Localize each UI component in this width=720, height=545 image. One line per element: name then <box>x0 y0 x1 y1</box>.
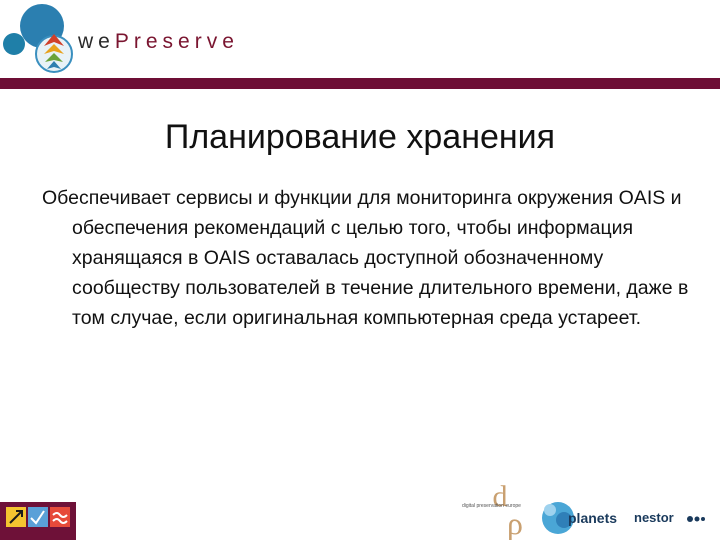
slide-title: Планирование хранения <box>164 118 556 156</box>
slide-body-text: Обеспечивает сервисы и функции для мониторинга окружения OAIS и обеспечения рекомендаций с целью того, чтобы информация хранящаяся в OAIS оставалась доступной обозначенному сообществу пользователей в течение длительного времени, даже в том случае, если оригинальная компьютерная среда устареет. <box>42 187 689 329</box>
wepreserve-wordmark <box>78 30 239 54</box>
header-bar <box>0 78 720 89</box>
tile-glyphs-icon <box>0 502 76 532</box>
wepreserve-logo <box>0 0 280 80</box>
wepreserve-emblem-icon <box>0 0 80 80</box>
partner-logo-left <box>0 502 76 540</box>
nestor-logo <box>634 508 720 532</box>
logo-preserve: Preserve <box>114 30 239 53</box>
nestor-label: nestor <box>634 510 674 525</box>
logo-we: we <box>78 30 115 53</box>
dp-tagline: digital preservation europe <box>462 503 521 509</box>
digital-preservation-europe-logo <box>460 478 540 540</box>
svg-text:d: d <box>492 480 508 513</box>
planets-logo <box>540 498 630 538</box>
planets-label: planets <box>568 510 618 526</box>
svg-text:ρ: ρ <box>507 505 523 540</box>
nestor-mark-icon <box>686 511 706 527</box>
dp-letters-icon <box>460 478 540 540</box>
